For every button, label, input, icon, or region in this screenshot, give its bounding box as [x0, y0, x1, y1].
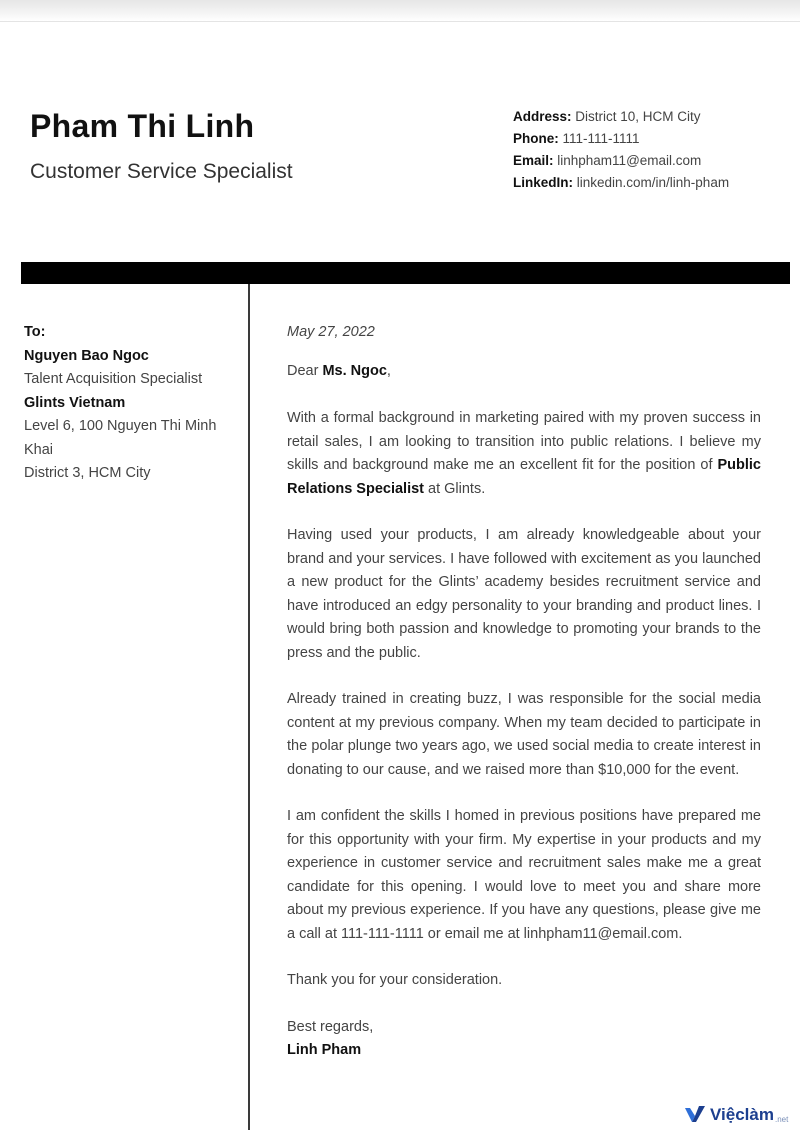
contact-block [513, 106, 729, 194]
address-label: Address: [513, 109, 572, 124]
watermark-suffix: .net [774, 1114, 789, 1124]
recipient-address-line2: District 3, HCM City [24, 465, 151, 481]
greeting-text: Dear [287, 362, 323, 379]
letter-date: May 27, 2022 [287, 324, 375, 340]
address-value: District 10, HCM City [571, 109, 701, 124]
top-shadow-band [0, 0, 800, 22]
paragraph-1-end: at Glints. [424, 480, 486, 497]
paragraph-3: Already trained in creating buzz, I was responsible for the social media content at my previous company. When my team decided to participate in the polar plunge two years ago, we used social media to create interest in donating to our cause, and we raised more than $10,000 for the event. [287, 691, 761, 778]
linkedin-value: linkedin.com/in/linh-pham [573, 175, 730, 190]
recipient-company: Glints Vietnam [24, 394, 126, 411]
signature-name: Linh Pham [287, 1042, 362, 1058]
recipient-block [24, 321, 236, 486]
contact-email [513, 150, 729, 172]
linkedin-label: LinkedIn: [513, 175, 573, 190]
paragraph-4: I am confident the skills I homed in previous positions have prepared me for this opportunity with your firm. My expertise in your products and my experience in customer service and recruitment sales make me a great candidate for this opening. I would love to meet you and share more about my previous experience. If you have any questions, please give me a call at 111-111-1111 or email me at linhpham11@email.com. [287, 808, 761, 942]
phone-value: 111-111-1111 [558, 131, 640, 146]
candidate-title: Customer Service Specialist [30, 160, 293, 183]
candidate-name: Pham Thi Linh [30, 108, 255, 144]
greeting-comma: , [386, 362, 391, 379]
paragraph-2: Having used your products, I am already knowledgeable about your brand and your services. I have followed with excitement as you launched a new product for the Glints’ academy besides recruitment service and have introduced an edgy personality to your branding and product lines. I would bring both passion and knowledge to promoting your brands to the press and the public. [287, 527, 761, 661]
vieclam-logo-icon [684, 1105, 706, 1125]
position-title: Public Relations Specialist [287, 457, 761, 497]
email-value: linhpham11@email.com [553, 153, 702, 168]
recipient-address-line1: Level 6, 100 Nguyen Thi Minh Khai [24, 418, 217, 458]
watermark-text: Việclàm [710, 1105, 774, 1124]
header-divider-bar [21, 262, 790, 284]
column-divider [248, 284, 250, 1130]
closing-line: Best regards, [287, 1018, 374, 1035]
letter-greeting [287, 360, 761, 384]
contact-address [513, 106, 729, 128]
contact-phone [513, 128, 729, 150]
letter-body [287, 321, 761, 1063]
paragraph-1-text: With a formal background in marketing paired with my proven success in retail sales, I am looking to transition into public relations. I believe my skills and background make me an excellent fit for the position of [287, 410, 761, 473]
vieclam-watermark [684, 1104, 788, 1126]
recipient-name: Nguyen Bao Ngoc [24, 347, 149, 364]
to-label: To: [24, 324, 46, 340]
paragraph-1 [287, 407, 761, 501]
email-label: Email: [513, 153, 554, 168]
recipient-role: Talent Acquisition Specialist [24, 371, 203, 387]
paragraph-5: Thank you for your consideration. [287, 972, 503, 988]
contact-linkedin [513, 172, 729, 194]
phone-label: Phone: [513, 131, 559, 146]
greeting-name: Ms. Ngoc [322, 362, 387, 379]
